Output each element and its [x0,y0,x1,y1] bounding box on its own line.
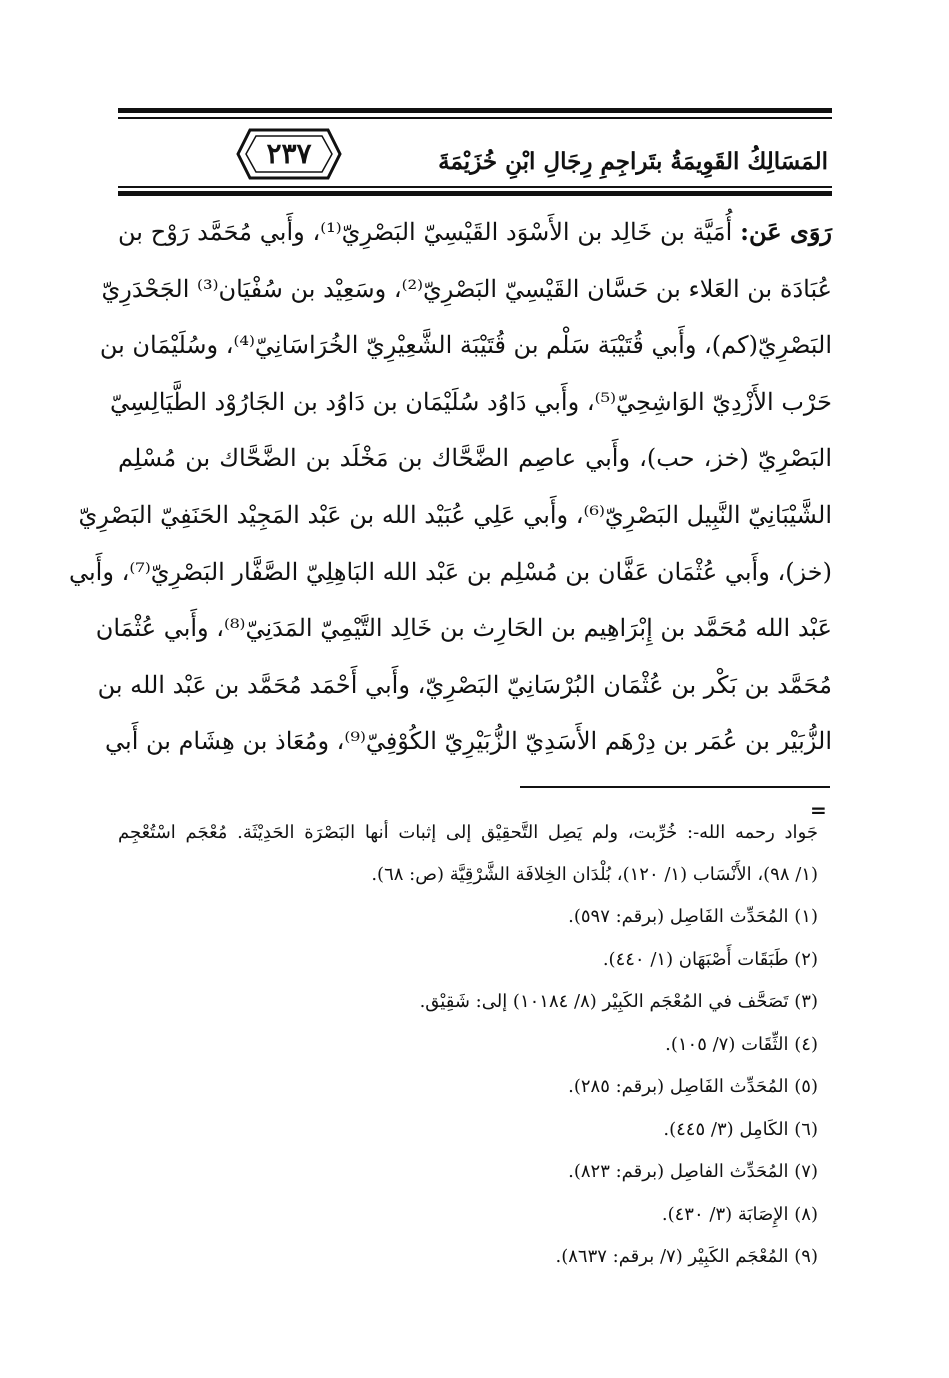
main-line: الشَّيْبَانِيّ النَّبِيل البَصْرِيّ⁽⁶⁾، وأَبي عَلِي عُبَيْد الله بن عَبْد المَجِيْد الحَنَفِيّ البَصْرِيّ [78,500,832,529]
main-line: عُبَادَة بن العَلاء بن حَسَّان القَيْسِيّ البَصْرِيّ⁽²⁾، وسَعِيْد بن سُفْيَان⁽³⁾ الجَحْدَرِيّ [101,274,832,303]
footnote-item: (١) المُحَدِّث الفَاصِل (برقم: ٥٩٧). [568,906,818,927]
header-rule-thin-bottom [118,186,832,188]
footnote-continuation-line: (١/ ٩٨)، الأَنْسَاب (١/ ١٢٠)، بُلْدَان الخِلافَة الشَّرْقِيَّة (ص: ٦٨). [371,864,818,885]
footnote-item: (٦) الكَامِل (٣/ ٤٤٥). [663,1118,818,1140]
header-rule-thick-bottom [118,191,832,196]
main-line: مُحَمَّد بن بَكْر بن عُثْمَان البُرْسَانِيّ البَصْرِيّ، وأَبي أَحْمَد مُحَمَّد بن عَبْد الله بن [97,670,832,699]
footnote-continuation-mark: = [810,798,827,822]
main-line: البَصْرِيّ(كم)، وأَبي قُتَيْبَة سَلْم بن قُتَيْبَة الشَّعِيْرِيّ الخُرَاسَانِيّ⁽⁴⁾، وسُلَيْمَان بن [99,331,832,360]
page-number: ٢٣٧ [266,137,312,170]
main-line [118,204,832,261]
main-line: عَبْد الله مُحَمَّد بن إِبْرَاهِيم بن الحَارِث بن خَالِد التَّيْمِيّ المَدَنِيّ⁽⁸⁾، وأَبي عُثْمَان [95,614,832,643]
footnote-item: (٧) المُحَدِّث الفاصِل (برقم: ٨٢٣). [568,1161,818,1182]
main-line: الزُّبَيْر بن عُمَر بن دِرْهَم الأَسَدِيّ الزُّبَيْرِيّ الكُوْفِيّ⁽⁹⁾، ومُعَاذ بن هِشَام بن أَبي [105,727,832,756]
header-rule-thin [118,117,832,119]
footnote-item: (٥) المُحَدِّث الفَاصِل (برقم: ٢٨٥). [568,1076,818,1097]
footnote-separator [520,786,830,788]
header-rule-thick [118,108,832,113]
page-header [118,108,832,200]
main-line: حَرْب الأَزْدِيّ الوَاشِحِيّ⁽⁵⁾، وأَبي دَاوُد سُلَيْمَان بن دَاوُد بن الجَارُوْد الطَّيَالِسِيّ [109,387,832,416]
footnote-item: (٢) طَبَقَات أَصْبَهَان (١/ ٤٤٠). [602,948,818,970]
footnotes-block [118,812,818,1279]
footnote-item: (٣) تَصَحَّف في المُعْجَم الكَبِيْر (٨/ ١٠١٨٤) إلى: شَقِيْق. [419,991,818,1012]
main-line-text: أُمَيَّة بن خَالِد بن الأَسْوَد القَيْسِيّ البَصْرِيّ⁽¹⁾، وأَبي مُحَمَّد رَوْح بن [118,218,741,246]
main-text-block [69,204,832,770]
footnote-item: (٤) الثِّقَات (٧/ ١٠٥). [665,1033,818,1055]
main-line: البَصْرِيّ (خز، حب)، وأَبي عاصِم الضَّحَّاك بن مَخْلَد بن الضَّحَّاك بن مُسْلِم [118,444,832,473]
footnote-continuation-line: جَواد رحمه الله-: خُرِّبت، ولم يَصِل التَّحقِيْق إلى إثبات أنها البَصْرَة الحَدِيْثَة. مُعْجَم اسْتُعْجِم [118,822,818,843]
page-number-ornament [236,126,342,182]
footnote-item: (٨) الإِصَابَة (٣/ ٤٣٠). [661,1203,818,1225]
footnote-item: (٩) المُعْجَم الكَبِيْر (٧/ برقم: ٨٦٣٧). [555,1246,818,1267]
main-line: (خز)، وأَبي عُثْمَان عَفَّان بن مُسْلِم بن عَبْد الله البَاهِلِيّ الصَّفَّار البَصْرِيّ⁽⁷⁾، وأَبي [69,557,832,586]
narrated-from-lead: رَوَى عَن: [740,217,832,246]
running-title: المَسَالِكُ القَوِيمَةُ بتَراجِمِ رِجَالِ ابْنِ خُزَيْمَةَ [438,148,828,175]
